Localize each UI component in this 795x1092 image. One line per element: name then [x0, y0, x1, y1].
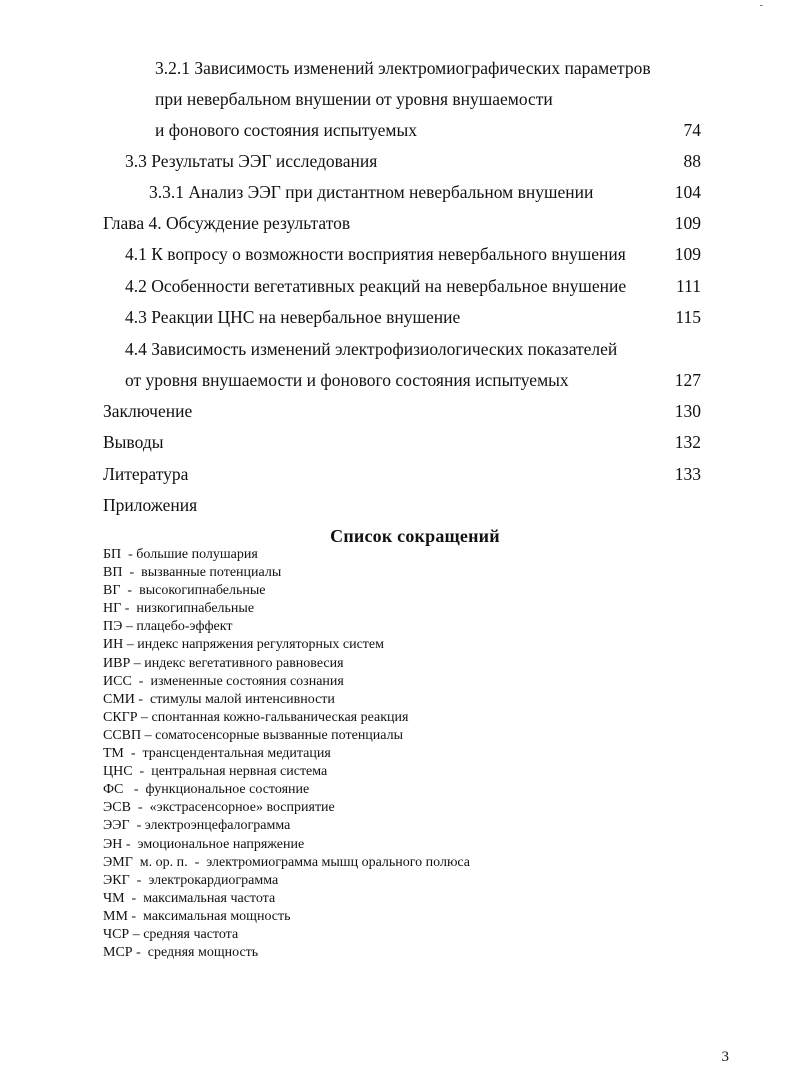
list-item: ИСС - измененные состояния сознания: [103, 673, 344, 689]
toc-entry: от уровня внушаемости и фонового состояния испытуемых: [125, 370, 569, 390]
list-item: НГ - низкогипнабельные: [103, 601, 255, 617]
list-item: ЧСР – средняя частота: [103, 926, 239, 942]
toc-page-number: 88: [683, 151, 701, 171]
list-item: МСР - средняя мощность: [103, 945, 259, 961]
toc-entry: 4.4 Зависимость изменений электрофизиологических показателей: [125, 339, 618, 359]
abbreviations-title: Список сокращений: [330, 526, 500, 546]
toc-entry: 4.1 К вопросу о возможности восприятия невербального внушения: [125, 244, 626, 264]
toc-page-number: 111: [676, 276, 701, 296]
toc-entry: и фонового состояния испытуемых: [155, 120, 418, 140]
toc-entry: 4.2 Особенности вегетативных реакций на невербальное внушение: [125, 276, 627, 296]
list-item: СКГР – спонтанная кожно-гальваническая реакция: [103, 709, 409, 725]
toc-page-number: 133: [674, 464, 701, 484]
toc-page-number: 115: [675, 307, 701, 327]
toc-entry: при невербальном внушении от уровня внушаемости: [155, 89, 553, 109]
list-item: ЧМ - максимальная частота: [103, 890, 276, 906]
toc-entry: Выводы: [103, 432, 164, 452]
list-item: ЭН - эмоциональное напряжение: [103, 836, 305, 852]
list-item: ЭКГ - электрокардиограмма: [103, 872, 279, 888]
list-item: БП - большие полушария: [103, 547, 258, 562]
list-item: ПЭ – плацебо-эффект: [103, 619, 233, 635]
toc-page-number: 109: [674, 213, 701, 233]
list-item: ЦНС - центральная нервная система: [103, 764, 328, 780]
toc-page-number: 104: [674, 182, 701, 202]
list-item: ИВР – индекс вегетативного равновесия: [103, 655, 344, 671]
toc-entry: Глава 4. Обсуждение результатов: [103, 213, 351, 233]
list-item: ЭСВ - «экстрасенсорное» восприятие: [103, 800, 335, 816]
toc-entry: 4.3 Реакции ЦНС на невербальное внушение: [125, 307, 461, 327]
abbreviations-list: [103, 546, 470, 962]
list-item: ВП - вызванные потенциалы: [103, 565, 282, 581]
toc-page-number: 109: [674, 244, 701, 264]
corner-mark: -: [759, 0, 763, 11]
toc-entry: 3.2.1 Зависимость изменений электромиографических параметров: [155, 58, 651, 78]
toc-entry: Литература: [103, 464, 189, 484]
toc-entry: Приложения: [103, 495, 198, 515]
list-item: ЭМГ м. ор. п. - электромиограмма мышц орального полюса: [103, 854, 471, 870]
list-item: ИН – индекс напряжения регуляторных систем: [103, 637, 384, 653]
toc-page-number: 127: [674, 370, 701, 390]
toc-page-number: 74: [683, 120, 701, 140]
toc-entry: 3.3.1 Анализ ЭЭГ при дистантном невербальном внушении: [149, 182, 594, 202]
toc-page-number: 130: [674, 401, 701, 421]
list-item: ФС - функциональное состояние: [103, 782, 310, 798]
list-item: ТМ - трансцендентальная медитация: [103, 746, 331, 762]
page-number: 3: [721, 1049, 729, 1065]
toc-page-number: 132: [674, 432, 701, 452]
list-item: СМИ - стимулы малой интенсивности: [103, 691, 335, 707]
list-item: ССВП – соматосенсорные вызванные потенциалы: [103, 727, 404, 743]
toc-entry: Заключение: [103, 401, 193, 421]
list-item: ЭЭГ - электроэнцефалограмма: [103, 818, 291, 834]
list-item: ВГ - высокогипнабельные: [103, 583, 266, 599]
list-item: ММ - максимальная мощность: [103, 908, 291, 924]
toc-entry: 3.3 Результаты ЭЭГ исследования: [125, 151, 378, 171]
